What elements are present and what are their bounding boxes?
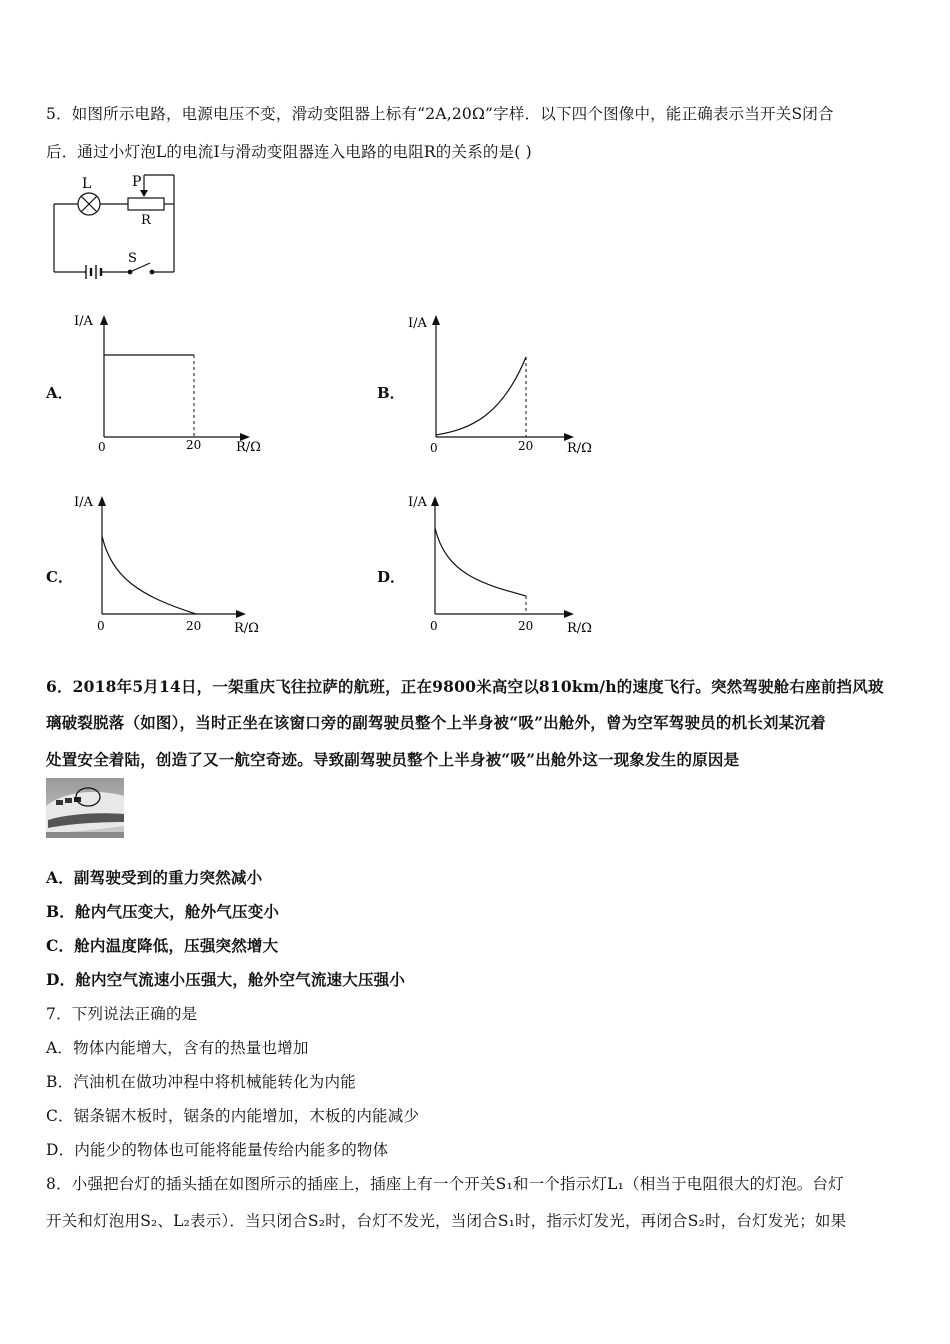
rheostat-icon [128,198,164,210]
svg-text:20: 20 [186,438,202,452]
q5-stem-line2: 后．通过小灯泡L的电流I与滑动变阻器连入电路的电阻R的关系的是( ) [46,143,532,161]
q5-option-c-label: C． [46,568,73,586]
graph-a [70,305,300,465]
svg-text:I/A: I/A [408,316,427,331]
svg-text:R/Ω: R/Ω [234,621,259,636]
svg-text:0: 0 [98,440,106,454]
q6-option-b: B．舱内气压变大，舱外气压变小 [46,902,280,921]
svg-text:20: 20 [518,439,534,453]
q8-stem-line2: 开关和灯泡用S₂、L₂表示）．当只闭合S₂时，台灯不发光，当闭合S₁时，指示灯发光，再闭合S₂时，台灯发光；如果 [46,1212,847,1230]
switch-label: S [128,251,137,266]
q5-option-d-label: D． [377,568,406,586]
airplane-cockpit-photo [46,778,124,838]
svg-text:0: 0 [430,619,438,633]
svg-text:0: 0 [97,619,105,633]
q5-option-a-label: A． [46,384,73,402]
q7-option-d: D．内能少的物体也可能将能量传给内能多的物体 [46,1141,389,1159]
q6-option-d: D．舱内空气流速小压强大，舱外空气流速大压强小 [46,970,406,989]
svg-text:20: 20 [518,619,534,633]
q7-option-b: B．汽油机在做功冲程中将机械能转化为内能 [46,1073,356,1091]
svg-text:I/A: I/A [74,495,93,510]
q5-stem-line1: 5．如图所示电路，电源电压不变，滑动变阻器上标有“2A,20Ω”字样．以下四个图像中，能正确表示当开关S闭合 [46,105,834,123]
q5-option-b-label: B． [377,384,405,402]
svg-text:0: 0 [430,441,438,455]
q7-option-a: A．物体内能增大，含有的热量也增加 [46,1039,309,1057]
q6-stem-line1: 6．2018年5月14日，一架重庆飞往拉萨的航班，正在9800米高空以810km/h的速度飞行。突然驾驶舱右座前挡风玻 [46,677,884,696]
q6-stem-line2: 璃破裂脱落（如图），当时正坐在该窗口旁的副驾驶员整个上半身被“吸”出舱外，曾为空军驾驶员的机长刘某沉着 [46,713,826,732]
svg-text:R/Ω: R/Ω [567,621,592,636]
svg-text:R/Ω: R/Ω [236,440,261,455]
svg-text:R/Ω: R/Ω [567,441,592,456]
q7-option-c: C．锯条锯木板时，锯条的内能增加，木板的内能减少 [46,1107,420,1125]
q6-option-a: A．副驾驶受到的重力突然减小 [46,868,263,887]
q6-stem-line3: 处置安全着陆，创造了又一航空奇迹。导致副驾驶员整个上半身被“吸”出舱外这一现象发生的原因是 [46,750,740,769]
graph-d [402,488,632,648]
slider-label: P [132,174,142,190]
svg-text:I/A: I/A [408,495,427,510]
graph-c [70,488,300,648]
svg-text:20: 20 [186,619,202,633]
graph-b [402,305,632,465]
svg-text:I/A: I/A [74,314,93,329]
resistor-label: R [141,213,151,228]
lamp-label: L [82,176,92,192]
q6-option-c: C．舱内温度降低，压强突然增大 [46,936,279,955]
circuit-diagram [46,170,186,280]
q8-stem-line1: 8．小强把台灯的插头插在如图所示的插座上，插座上有一个开关S₁和一个指示灯L₁（相当于电阻很大的灯泡。台灯 [46,1175,844,1193]
q7-stem: 7．下列说法正确的是 [46,1005,198,1023]
